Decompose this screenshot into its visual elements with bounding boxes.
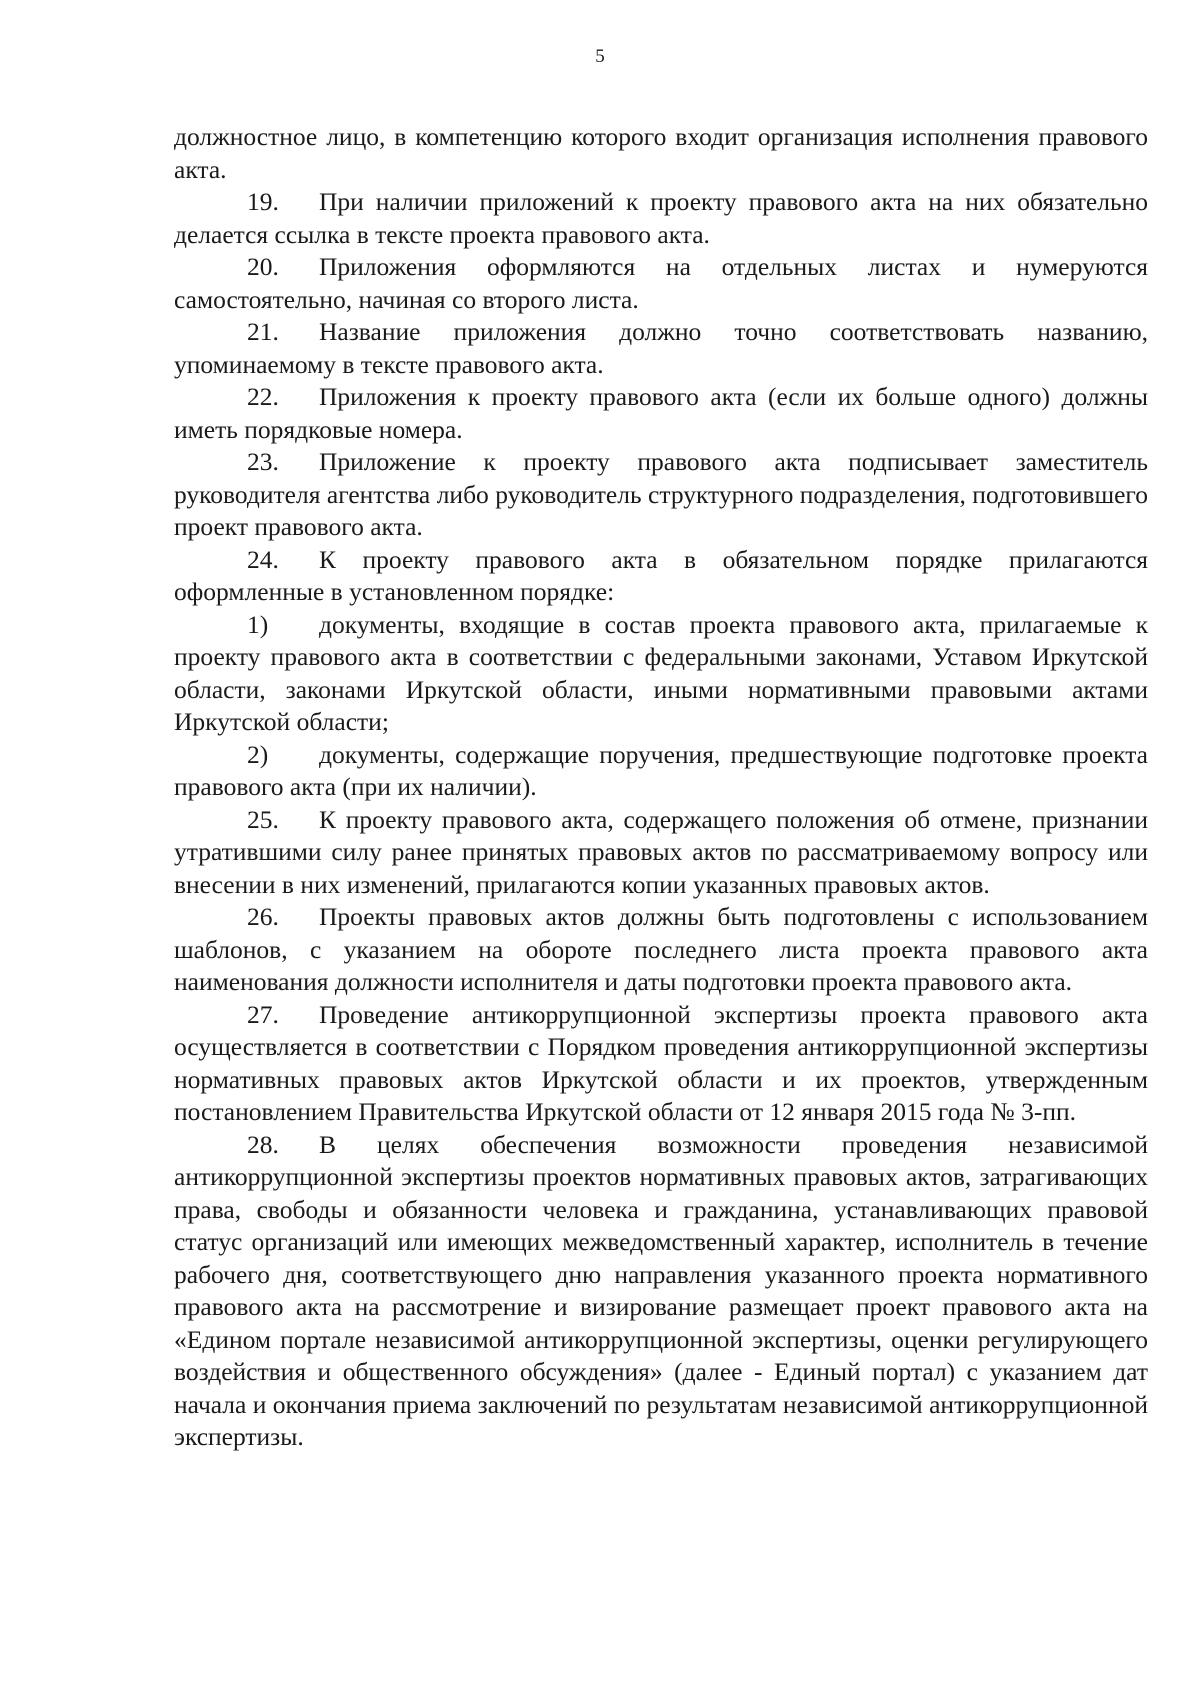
paragraph-text: Проведение антикоррупционной экспертизы проекта правового акта осуществляется в соответствии с Порядком проведения антикоррупционной экспертизы нормативных правовых актов Иркутской области и их проектов, утвержденным постановлением Правительства Иркутской области от 12 января 2015 года № 3-пп.: [174, 999, 1148, 1126]
subparagraph-2: [174, 739, 1148, 804]
page-number: 5: [595, 46, 605, 67]
paragraph-text: Название приложения должно точно соответствовать названию, упоминаемому в тексте правового акта.: [174, 317, 1148, 379]
document-body: [174, 121, 1148, 1454]
paragraph-text: Приложения к проекту правового акта (если их больше одного) должны иметь порядковые номера.: [174, 382, 1148, 444]
paragraph-number: 2): [247, 739, 269, 769]
paragraph-27: [174, 999, 1148, 1129]
paragraph-text: Приложение к проекту правового акта подписывает заместитель руководителя агентства либо руководитель структурного подразделения, подготовившего проект правового акта.: [174, 447, 1148, 541]
paragraph-19: [174, 186, 1148, 251]
paragraph-28: [174, 1129, 1148, 1454]
paragraph-text: При наличии приложений к проекту правового акта на них обязательно делается ссылка в тексте проекта правового акта.: [174, 187, 1148, 249]
paragraph-20: [174, 251, 1148, 316]
paragraph-text: документы, содержащие поручения, предшествующие подготовке проекта правового акта (при их наличии).: [174, 739, 1148, 801]
paragraph-22: [174, 381, 1148, 446]
paragraph-24: [174, 544, 1148, 609]
paragraph-26: [174, 901, 1148, 999]
paragraph-number: 24.: [247, 544, 279, 574]
paragraph-25: [174, 804, 1148, 902]
paragraph-number: 23.: [247, 447, 279, 476]
paragraph-text: К проекту правового акта, содержащего положения об отмене, признании утратившими силу ранее принятых правовых актов по рассматриваемому вопросу или внесении в них изменений, прилагаются копии указанных правовых актов.: [174, 804, 1148, 899]
subparagraph-1: [174, 609, 1148, 739]
paragraph-number: 21.: [247, 317, 279, 346]
paragraph-text: Приложения оформляются на отдельных листах и нумеруются самостоятельно, начиная со второго листа.: [174, 252, 1148, 314]
paragraph-23: [174, 446, 1148, 544]
paragraph-text: Проекты правовых актов должны быть подготовлены с использованием шаблонов, с указанием на обороте последнего листа проекта правового акта наименования должности исполнителя и даты подготовки проекта правового акта.: [174, 902, 1148, 996]
paragraph-text: К проекту правового акта в обязательном порядке прилагаются оформленные в установленном порядке:: [174, 544, 1148, 606]
paragraph-number: 28.: [247, 1129, 279, 1159]
paragraph-number: 1): [247, 609, 269, 639]
paragraph-number: 20.: [247, 252, 279, 281]
paragraph-text: должностное лицо, в компетенцию которого входит организация исполнения правового акта.: [174, 122, 1148, 184]
paragraph-number: 26.: [247, 902, 279, 931]
paragraph-number: 22.: [247, 382, 279, 411]
paragraph-text: В целях обеспечения возможности проведения независимой антикоррупционной экспертизы проектов нормативных правовых актов, затрагивающих права, свободы и обязанности человека и гражданина, устанавливающих правовой статус организаций или имеющих межведомственный характер, исполнитель в течение рабочего дня, соответствующего дню направления указанного проекта нормативного правового акта на рассмотрение и визирование размещает проект правового акта на «Едином портале независимой антикоррупционной экспертизы, оценки регулирующего воздействия и общественного обсуждения» (далее - Единый портал) с указанием дат начала и окончания приема заключений по результатам независимой антикоррупционной экспертизы.: [174, 1129, 1148, 1451]
paragraph-number: 25.: [247, 804, 279, 834]
paragraph-text: документы, входящие в состав проекта правового акта, прилагаемые к проекту правового акта в соответствии с федеральными законами, Уставом Иркутской области, законами Иркутской области, иными нормативными правовыми актами Иркутской области;: [174, 609, 1148, 736]
paragraph-number: 27.: [247, 999, 279, 1029]
paragraph-21: [174, 316, 1148, 381]
paragraph-number: 19.: [247, 187, 279, 216]
paragraph-continuation: [174, 121, 1148, 186]
